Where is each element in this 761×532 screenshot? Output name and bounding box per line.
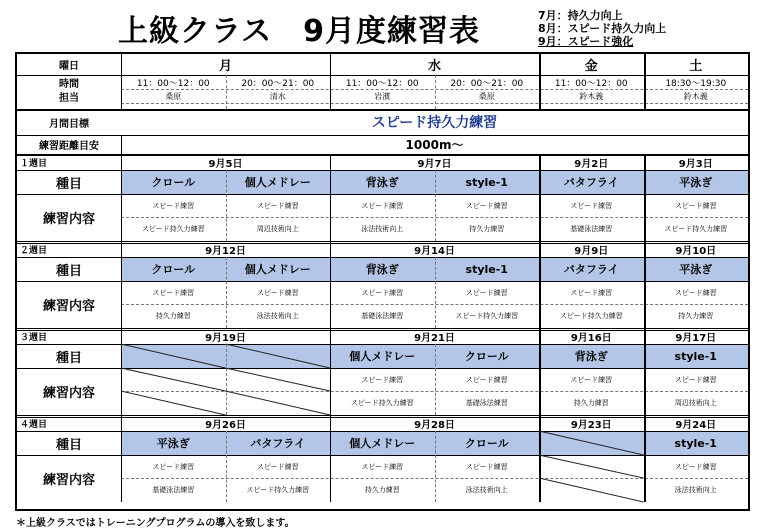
date-monday: 9月12日 (205, 245, 246, 257)
menu-item: スピード練習 (674, 201, 717, 210)
menu-item: 持久力練習 (155, 312, 191, 320)
menu-item: スピード練習 (570, 201, 613, 210)
staff-name: 鈴木義 (683, 91, 708, 101)
time-slot: 20：00～21：00 (241, 78, 315, 89)
cancelled-slash (121, 391, 226, 415)
menu-item: 基礎泳法練習 (570, 225, 613, 233)
date-friday: 9月16日 (570, 332, 612, 344)
menu-item: スピード練習 (256, 288, 299, 297)
note-august: 8月：スピード持久力向上 (538, 22, 667, 35)
week-label: ３週目 (20, 332, 48, 343)
menu-item: 周辺技術向上 (256, 225, 299, 233)
stroke-name: 個人メドレー (244, 176, 311, 189)
note-july: 7月：持久力向上 (538, 9, 623, 22)
menu-item: 泳法技術向上 (361, 225, 404, 233)
menu-item: スピード練習 (570, 375, 613, 384)
note-september: 9月：スピード強化 (538, 35, 634, 48)
monthly-goal: スピード持久力練習 (371, 115, 498, 131)
menu-item: スピード練習 (152, 201, 195, 210)
weekday-label: 曜日 (59, 61, 79, 72)
week-label: ２週目 (20, 245, 48, 256)
stroke-name: style-1 (465, 262, 508, 276)
menu-item: スピード持久力練習 (455, 312, 519, 320)
staff-name: 鈴木義 (579, 91, 604, 101)
menu-item: スピード練習 (465, 201, 508, 210)
menu-item: スピード持久力練習 (246, 486, 310, 494)
menu-item: スピード練習 (674, 462, 717, 471)
menu-item: スピード持久力練習 (559, 312, 623, 320)
day-friday: 金 (584, 59, 598, 74)
menu-item: スピード練習 (570, 288, 613, 297)
day-monday: 月 (218, 59, 232, 74)
menu-item: 基礎泳法練習 (152, 486, 195, 494)
date-friday: 9月23日 (570, 419, 612, 431)
menu-item: スピード持久力練習 (350, 399, 414, 407)
staff-label: 担当 (59, 92, 79, 103)
date-monday: 9月19日 (205, 332, 246, 344)
page-title: 上級クラス 9月度練習表 (118, 14, 480, 49)
menu-item: 泳法技術向上 (674, 486, 717, 494)
menu-item: スピード練習 (465, 288, 508, 297)
week-label: ４週目 (20, 419, 48, 430)
stroke-name: 平泳ぎ (156, 437, 190, 450)
stroke-name: 背泳ぎ (365, 263, 399, 276)
staff-name: 桑原 (478, 91, 495, 101)
distance-label: 練習距離目安 (39, 141, 99, 152)
stroke-name: 平泳ぎ (679, 263, 713, 276)
menu-item: スピード持久力練習 (664, 225, 728, 233)
time-slot: 11：00～12：00 (136, 78, 210, 89)
stroke-name: style-1 (674, 436, 717, 450)
cancelled-slash (539, 478, 644, 502)
day-saturday: 土 (689, 59, 703, 74)
stroke-name: 背泳ぎ (574, 350, 608, 363)
cancelled-slash (226, 368, 331, 391)
event-label: 種目 (55, 263, 82, 279)
menu-item: スピード練習 (256, 201, 299, 210)
stroke-name: 平泳ぎ (679, 176, 713, 189)
stroke-name: 個人メドレー (349, 437, 416, 450)
time-slot: 18:30～19:30 (665, 78, 727, 89)
menu-item: スピード練習 (361, 462, 404, 471)
stroke-name: 背泳ぎ (365, 176, 399, 189)
menu-item: スピード練習 (361, 288, 404, 297)
menu-item: 泳法技術向上 (465, 486, 508, 494)
menu-item: 持久力練習 (469, 225, 505, 233)
stroke-name: バタフライ (563, 263, 619, 276)
day-wednesday: 水 (427, 59, 441, 74)
date-monday: 9月5日 (208, 158, 243, 170)
stroke-name: クロール (464, 350, 509, 363)
event-label: 種目 (55, 350, 82, 366)
menu-item: 周辺技術向上 (674, 399, 717, 407)
date-friday: 9月9日 (574, 245, 609, 257)
date-wednesday: 9月21日 (414, 332, 455, 344)
staff-name: 清水 (269, 91, 286, 101)
stroke-name: 個人メドレー (244, 263, 311, 276)
menu-item: スピード持久力練習 (141, 225, 205, 233)
menu-item: スピード練習 (465, 462, 508, 471)
schedule-table (15, 52, 750, 511)
menu-item: 持久力練習 (678, 312, 714, 320)
stroke-name: クロール (151, 176, 196, 189)
menu-item: 基礎泳法練習 (465, 399, 508, 407)
stroke-name: 個人メドレー (349, 350, 416, 363)
content-label: 練習内容 (42, 386, 95, 401)
content-label: 練習内容 (42, 299, 95, 314)
date-wednesday: 9月14日 (414, 245, 455, 257)
stroke-name: バタフライ (250, 437, 306, 450)
stroke-name: バタフライ (563, 176, 619, 189)
time-slot: 11：00～12：00 (345, 78, 419, 89)
content-label: 練習内容 (42, 473, 95, 488)
menu-item: スピード練習 (465, 375, 508, 384)
event-label: 種目 (55, 437, 82, 453)
date-saturday: 9月3日 (678, 158, 713, 170)
stroke-name: style-1 (674, 349, 717, 363)
menu-item: スピード練習 (361, 201, 404, 210)
monthly-focus-notes (538, 9, 666, 48)
date-saturday: 9月10日 (675, 245, 717, 257)
menu-item: 持久力練習 (573, 399, 609, 407)
date-monday: 9月26日 (205, 419, 246, 431)
stroke-name: style-1 (465, 175, 508, 189)
week-label: １週目 (20, 158, 48, 169)
menu-item: 持久力練習 (364, 486, 400, 494)
event-label: 種目 (55, 176, 82, 192)
menu-item: スピード練習 (674, 288, 717, 297)
date-saturday: 9月24日 (675, 419, 717, 431)
cancelled-slash (121, 344, 226, 368)
date-wednesday: 9月7日 (417, 158, 452, 170)
footer-note: ＊上級クラスではトレーニングプログラムの導入を致します。 (16, 518, 295, 529)
cancelled-slash (226, 391, 331, 415)
menu-item: スピード練習 (256, 462, 299, 471)
stroke-name: クロール (151, 263, 196, 276)
staff-name: 岩濱 (374, 91, 391, 101)
menu-item: 泳法技術向上 (256, 312, 299, 320)
time-slot: 11：00～12：00 (554, 78, 628, 89)
date-friday: 9月2日 (574, 158, 609, 170)
menu-item: 基礎泳法練習 (361, 312, 404, 320)
cancelled-slash (226, 344, 331, 368)
cancelled-slash (539, 431, 644, 455)
cancelled-slash (121, 368, 226, 391)
date-saturday: 9月17日 (675, 332, 717, 344)
staff-name: 桑原 (165, 91, 182, 101)
time-slot: 20：00～21：00 (450, 78, 524, 89)
menu-item: スピード練習 (361, 375, 404, 384)
stroke-name: クロール (464, 437, 509, 450)
menu-item: スピード練習 (152, 462, 195, 471)
time-label: 時間 (59, 78, 79, 89)
cancelled-slash (539, 455, 644, 478)
distance-target: 1000m～ (405, 138, 464, 152)
content-label: 練習内容 (42, 212, 95, 227)
menu-item: スピード練習 (674, 375, 717, 384)
date-wednesday: 9月28日 (414, 419, 455, 431)
menu-item: スピード練習 (152, 288, 195, 297)
cancelled-slashes (17, 54, 748, 509)
monthly-goal-label: 月間目標 (49, 118, 89, 130)
